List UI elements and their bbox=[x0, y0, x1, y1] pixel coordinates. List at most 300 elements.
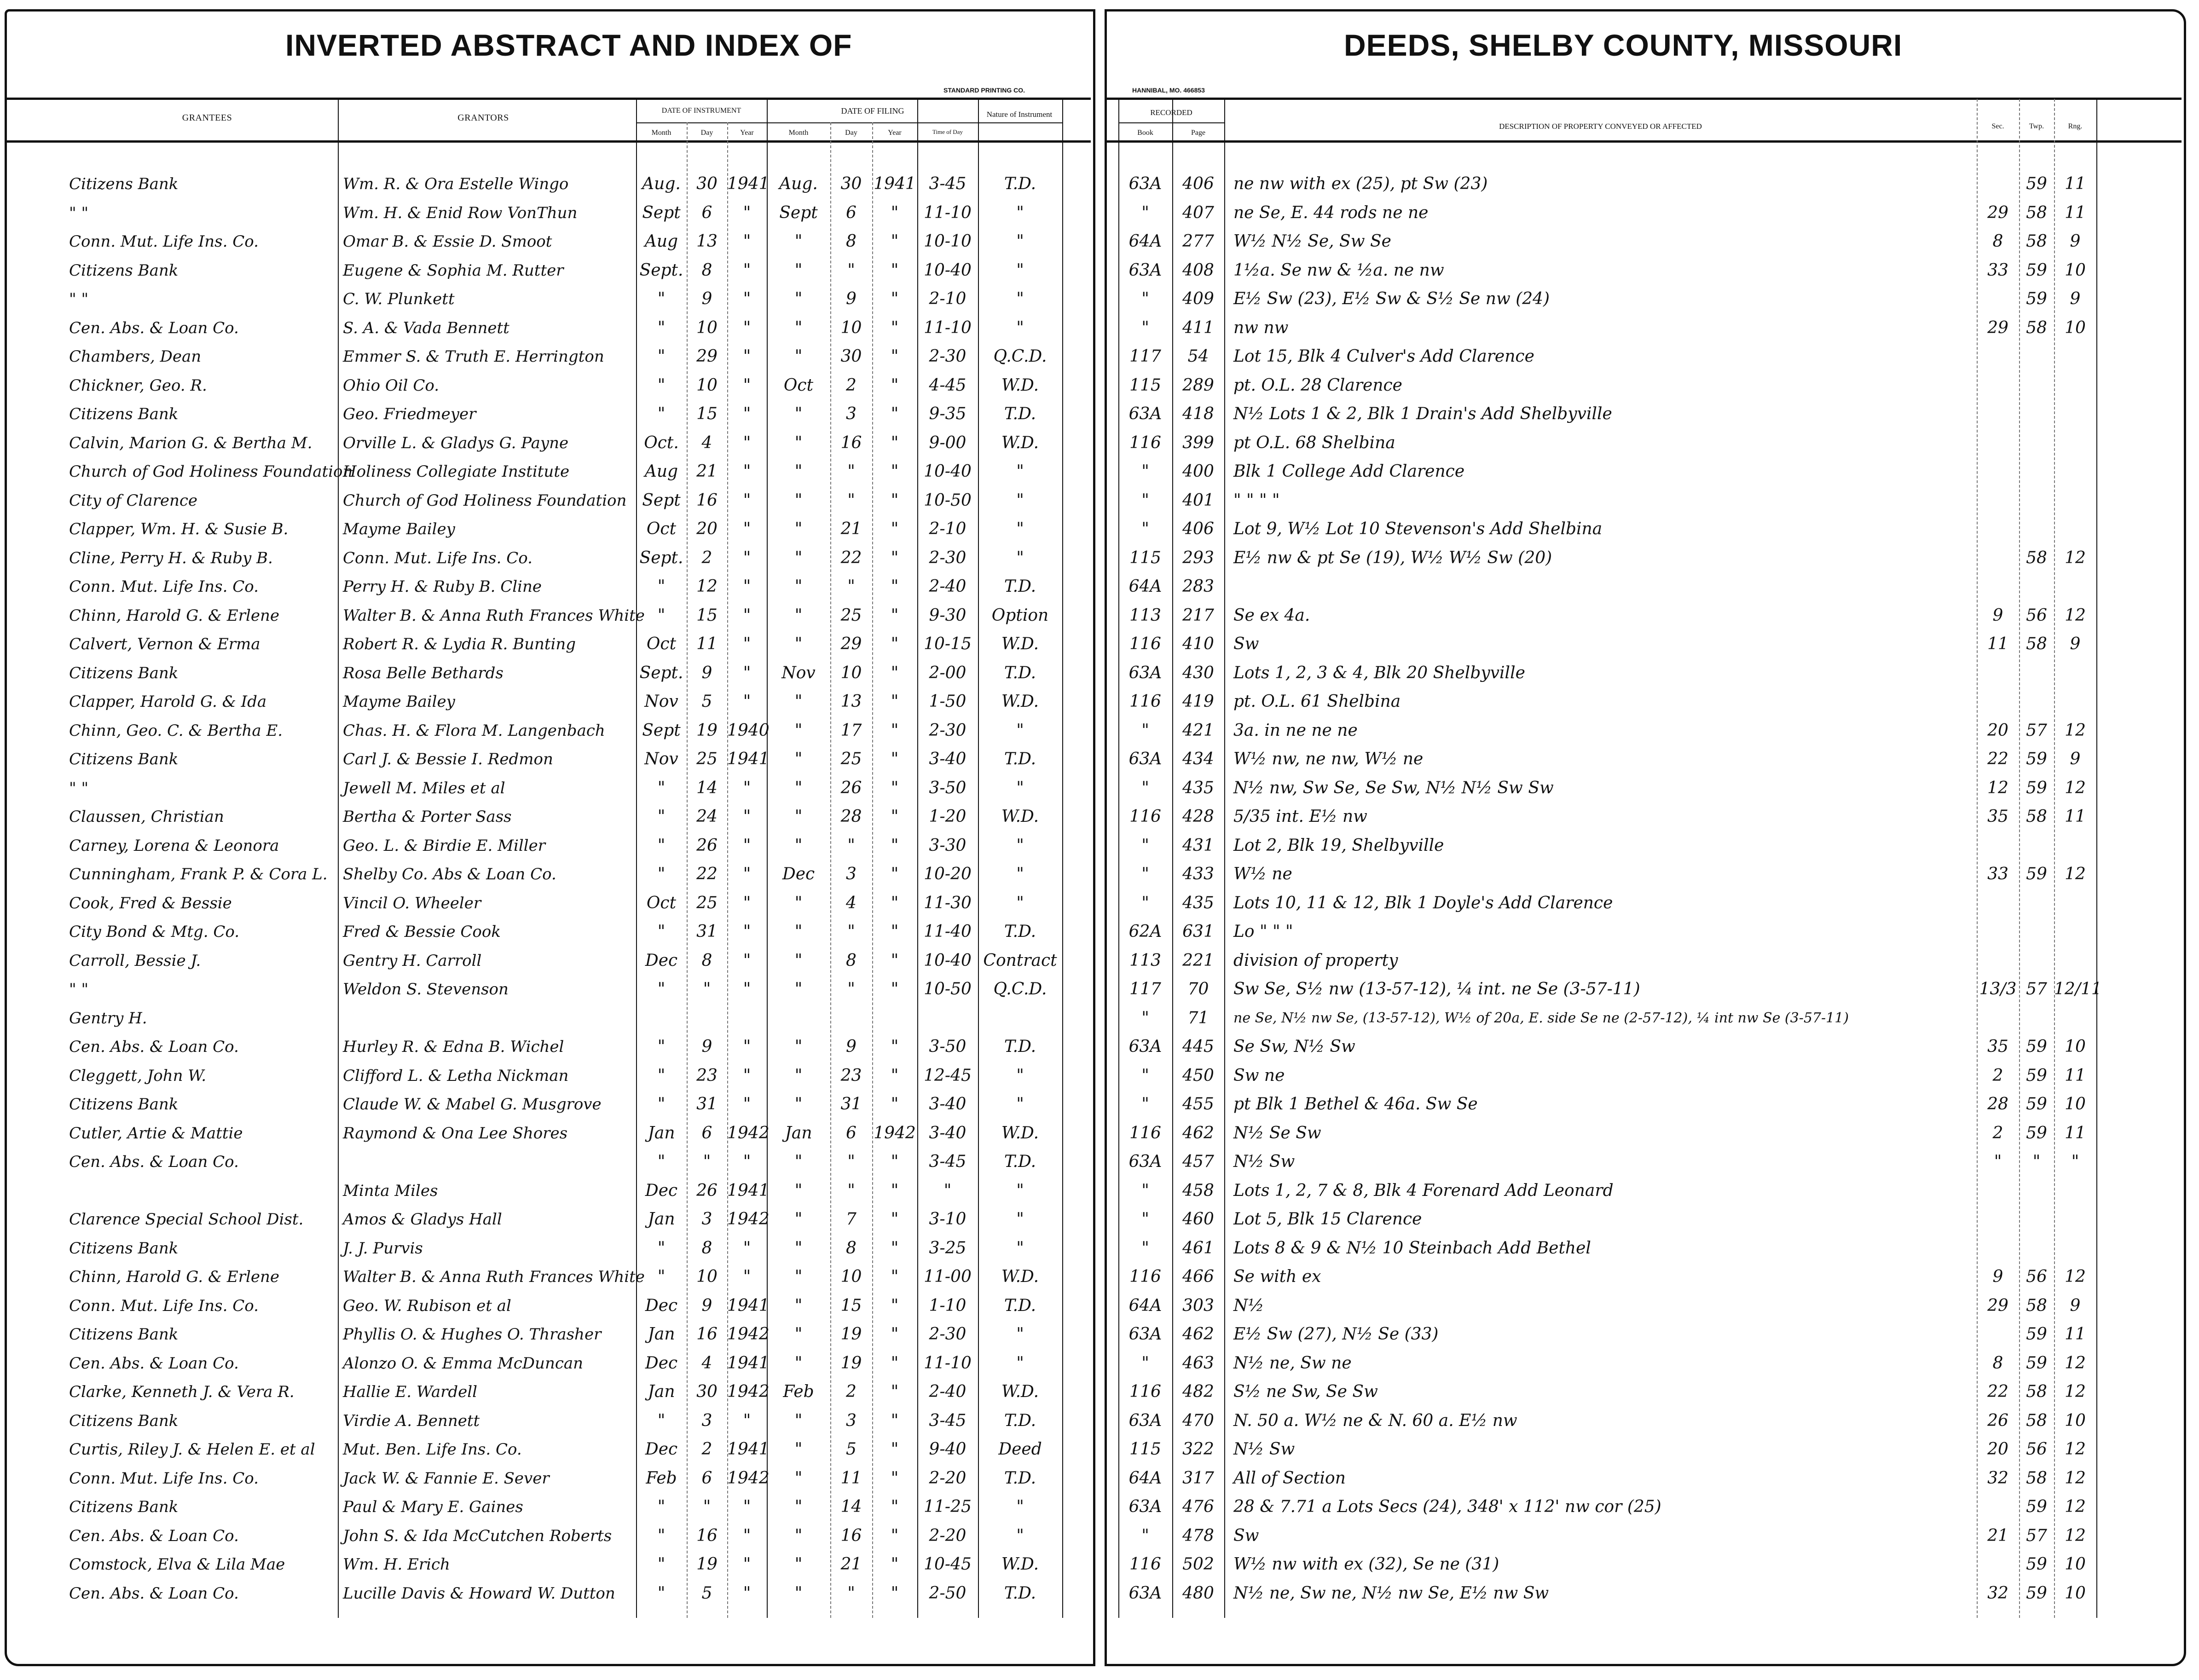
cell-rng: 9 bbox=[2070, 1296, 2081, 1315]
cell-inst-day: 25 bbox=[696, 893, 718, 912]
cell-book: 63A bbox=[1128, 404, 1162, 423]
header-top-rule-right bbox=[1105, 98, 2182, 100]
cell-description: N½ Lots 1 & 2, Blk 1 Drain's Add Shelbyville bbox=[1233, 404, 1612, 423]
cell-filing-year: " bbox=[891, 1583, 899, 1603]
cell-page: 480 bbox=[1182, 1583, 1214, 1603]
cell-book: " bbox=[1141, 1008, 1149, 1028]
cell-description: Lots 8 & 9 & N½ 10 Steinbach Add Bethel bbox=[1233, 1238, 1591, 1258]
cell-time-of-day: 2-30 bbox=[929, 347, 966, 366]
cell-nature: " bbox=[1016, 1181, 1024, 1200]
cell-description: Lots 1, 2, 7 & 8, Blk 4 Forenard Add Leonard bbox=[1233, 1181, 1614, 1200]
cell-inst-day: 5 bbox=[701, 1583, 712, 1603]
cell-nature: " bbox=[1016, 1095, 1024, 1114]
cell-filing-year: " bbox=[891, 289, 899, 308]
cell-nature: " bbox=[1016, 548, 1024, 567]
cell-time-of-day: 10-40 bbox=[924, 260, 972, 280]
cell-filing-month: Dec bbox=[782, 865, 815, 883]
header-filing-day: Day bbox=[845, 129, 857, 137]
cell-inst-day: 16 bbox=[696, 1325, 718, 1344]
cell-filing-day: " bbox=[847, 1181, 855, 1200]
cell-twp bbox=[2019, 889, 2054, 918]
cell-time-of-day: 9-40 bbox=[929, 1440, 966, 1459]
cell-sec: " bbox=[1994, 1152, 2002, 1171]
cell-twp: 58 bbox=[2026, 318, 2047, 337]
cell-inst-day: 12 bbox=[696, 577, 718, 596]
cell-filing-year: " bbox=[891, 203, 899, 222]
cell-twp: 58 bbox=[2026, 635, 2047, 653]
cell-sec bbox=[1977, 285, 2019, 313]
cell-book: 64A bbox=[1128, 232, 1162, 251]
header-inst-month: Month bbox=[651, 129, 671, 137]
cell-rng: 10 bbox=[2065, 1095, 2086, 1114]
cell-grantor: Vincil O. Wheeler bbox=[343, 894, 481, 912]
cell-grantor: Alonzo O. & Emma McDuncan bbox=[343, 1354, 584, 1373]
cell-twp bbox=[2019, 400, 2054, 428]
cell-inst-day: 15 bbox=[696, 404, 718, 423]
cell-description: S½ ne Sw, Se Sw bbox=[1233, 1382, 1378, 1401]
cell-grantor: Amos & Gladys Hall bbox=[343, 1210, 502, 1229]
cell-time-of-day: 2-10 bbox=[929, 520, 966, 538]
cell-inst-month: Sept bbox=[642, 721, 681, 740]
cell-filing-year: " bbox=[891, 635, 899, 653]
cell-inst-year: " bbox=[743, 260, 751, 280]
cell-description: E½ Sw (27), N½ Se (33) bbox=[1233, 1325, 1439, 1344]
cell-grantor: Wm. H. & Enid Row VonThun bbox=[343, 203, 578, 222]
cell-inst-day: 30 bbox=[696, 1382, 718, 1401]
cell-description: division of property bbox=[1233, 951, 1398, 970]
cell-filing-day: " bbox=[847, 491, 855, 510]
cell-nature: " bbox=[1016, 289, 1024, 308]
cell-page: 411 bbox=[1182, 318, 1214, 337]
cell-inst-day: 9 bbox=[701, 289, 712, 308]
cell-inst-month: Sept. bbox=[639, 548, 683, 567]
cell-inst-month: " bbox=[657, 606, 665, 625]
cell-grantee: City of Clarence bbox=[69, 491, 198, 510]
cell-inst-month: Nov bbox=[644, 750, 678, 768]
cell-rng bbox=[2054, 429, 2096, 457]
cell-sec bbox=[1977, 400, 2019, 428]
cell-book: " bbox=[1141, 491, 1149, 510]
cell-nature: Q.C.D. bbox=[993, 347, 1047, 366]
cell-grantee: Cen. Abs. & Loan Co. bbox=[69, 1584, 239, 1603]
cell-filing-month: " bbox=[794, 1066, 803, 1085]
cell-filing-month: " bbox=[794, 1583, 803, 1603]
cell-nature: W.D. bbox=[1001, 635, 1039, 653]
cell-filing-day: 29 bbox=[840, 635, 862, 653]
cell-grantee: " " bbox=[69, 779, 89, 797]
cell-nature: T.D. bbox=[1004, 1296, 1036, 1315]
cell-grantor: Chas. H. & Flora M. Langenbach bbox=[343, 721, 605, 740]
cell-sec bbox=[1977, 170, 2019, 198]
cell-inst-year: " bbox=[743, 1583, 751, 1603]
cell-filing-month: Sept bbox=[779, 203, 818, 222]
cell-grantee: Conn. Mut. Life Ins. Co. bbox=[69, 1296, 259, 1315]
header-recorded: RECORDED bbox=[1150, 108, 1192, 117]
cell-filing-year: " bbox=[891, 404, 899, 423]
cell-page: 482 bbox=[1182, 1382, 1214, 1401]
cell-filing-month: " bbox=[794, 520, 803, 538]
cell-rng bbox=[2054, 889, 2096, 918]
cell-filing-day: 25 bbox=[840, 606, 862, 625]
cell-time-of-day: 10-50 bbox=[924, 980, 972, 999]
cell-nature: " bbox=[1016, 491, 1024, 510]
cell-nature: T.D. bbox=[1004, 1037, 1036, 1056]
cell-inst-year: 1941 bbox=[727, 750, 770, 768]
cell-inst-month: Jan bbox=[648, 1210, 675, 1229]
cell-nature: T.D. bbox=[1004, 1583, 1036, 1603]
cell-filing-year: " bbox=[891, 462, 899, 481]
cell-book: 64A bbox=[1128, 1296, 1162, 1315]
cell-grantee: Carney, Lorena & Leonora bbox=[69, 836, 279, 855]
cell-grantee: Chinn, Geo. C. & Bertha E. bbox=[69, 721, 283, 740]
cell-grantor: Hallie E. Wardell bbox=[343, 1383, 478, 1401]
cell-filing-month: " bbox=[794, 1238, 803, 1258]
cell-description: W½ N½ Se, Sw Se bbox=[1233, 232, 1391, 251]
cell-page: 54 bbox=[1187, 347, 1209, 366]
cell-inst-month: Aug bbox=[644, 232, 678, 251]
cell-filing-day: 23 bbox=[840, 1066, 862, 1085]
cell-nature: W.D. bbox=[1001, 1555, 1039, 1574]
cell-filing-month: " bbox=[794, 750, 803, 768]
cell-twp bbox=[2019, 342, 2054, 371]
cell-grantor: Wm. R. & Ora Estelle Wingo bbox=[343, 175, 569, 193]
cell-filing-year: " bbox=[891, 836, 899, 855]
cell-page: 431 bbox=[1182, 836, 1214, 855]
cell-sec: 29 bbox=[1987, 203, 2008, 222]
cell-filing-year: " bbox=[891, 951, 899, 970]
cell-filing-month: " bbox=[794, 635, 803, 653]
cell-grantee: Clarence Special School Dist. bbox=[69, 1210, 304, 1229]
header-filing-month: Month bbox=[788, 129, 809, 137]
column-divider bbox=[338, 99, 339, 1618]
cell-nature: W.D. bbox=[1001, 692, 1039, 711]
cell-rng: " bbox=[2071, 1152, 2079, 1171]
cell-inst-month: " bbox=[657, 289, 665, 308]
cell-page: 317 bbox=[1182, 1468, 1214, 1488]
cell-filing-month: " bbox=[794, 1267, 803, 1286]
cell-filing-day: " bbox=[847, 260, 855, 280]
cell-book: " bbox=[1141, 462, 1149, 481]
cell-inst-year: 1942 bbox=[727, 1325, 770, 1344]
cell-inst-month: Dec bbox=[645, 1296, 678, 1315]
cell-twp bbox=[2019, 457, 2054, 486]
cell-time-of-day: 3-30 bbox=[929, 836, 966, 855]
cell-filing-month: " bbox=[794, 1555, 803, 1574]
cell-filing-year: " bbox=[891, 1555, 899, 1574]
cell-filing-day: 2 bbox=[846, 1382, 856, 1401]
printer-imprint: STANDARD PRINTING CO. bbox=[943, 87, 1025, 94]
cell-twp: 59 bbox=[2026, 1497, 2047, 1516]
cell-inst-month: " bbox=[657, 922, 665, 941]
cell-filing-year: " bbox=[891, 750, 899, 768]
cell-grantee: City Bond & Mtg. Co. bbox=[69, 923, 240, 941]
cell-inst-year: 1941 bbox=[727, 1353, 770, 1373]
cell-grantee bbox=[69, 1177, 336, 1205]
cell-nature bbox=[978, 1004, 1062, 1033]
left-page-title: INVERTED ABSTRACT AND INDEX OF bbox=[285, 28, 852, 62]
cell-filing-year: 1941 bbox=[874, 174, 916, 193]
cell-inst-year: " bbox=[743, 462, 751, 481]
cell-twp: 59 bbox=[2026, 778, 2047, 797]
cell-rng: 11 bbox=[2065, 174, 2086, 193]
cell-book: " bbox=[1141, 1210, 1149, 1229]
cell-book: " bbox=[1141, 1353, 1149, 1373]
cell-inst-month: " bbox=[657, 577, 665, 596]
cell-book: 63A bbox=[1128, 1325, 1162, 1344]
cell-filing-day: 2 bbox=[846, 375, 856, 395]
cell-inst-month: Oct bbox=[646, 635, 677, 653]
cell-filing-year: " bbox=[891, 807, 899, 826]
cell-twp: 59 bbox=[2026, 750, 2047, 768]
cell-page: 478 bbox=[1182, 1526, 1214, 1545]
recorded-subheader-rule bbox=[1118, 122, 1224, 123]
cell-description: Se Sw, N½ Sw bbox=[1233, 1037, 1355, 1056]
cell-filing-month: " bbox=[794, 347, 803, 366]
cell-twp: 58 bbox=[2026, 203, 2047, 222]
cell-time-of-day: 2-20 bbox=[929, 1526, 966, 1545]
cell-nature: W.D. bbox=[1001, 375, 1039, 395]
cell-grantor: Raymond & Ona Lee Shores bbox=[343, 1124, 568, 1143]
cell-filing-day: 16 bbox=[840, 433, 862, 452]
cell-filing-day: 19 bbox=[840, 1325, 862, 1344]
cell-rng: 12 bbox=[2065, 1468, 2086, 1488]
cell-filing-year: " bbox=[891, 1095, 899, 1114]
cell-inst-day: 3 bbox=[701, 1411, 712, 1430]
header-date-of-instrument: DATE OF INSTRUMENT bbox=[661, 107, 741, 115]
cell-inst-year: " bbox=[743, 807, 751, 826]
cell-twp: 58 bbox=[2026, 1411, 2047, 1430]
cell-sec: 8 bbox=[1992, 1353, 2003, 1373]
cell-rng bbox=[2054, 1177, 2096, 1205]
cell-inst-month: Sept bbox=[642, 491, 681, 510]
cell-time-of-day: 2-30 bbox=[929, 548, 966, 567]
cell-filing-day: " bbox=[847, 922, 855, 941]
cell-time-of-day: 3-10 bbox=[929, 1210, 966, 1229]
cell-sec: 29 bbox=[1987, 1296, 2008, 1315]
cell-rng: 12 bbox=[2065, 1382, 2086, 1401]
cell-filing-day: 5 bbox=[846, 1440, 856, 1459]
cell-inst-day: 9 bbox=[701, 1296, 712, 1315]
cell-sec: 33 bbox=[1987, 865, 2008, 883]
cell-inst-year: " bbox=[743, 1238, 751, 1258]
cell-page: 71 bbox=[1187, 1008, 1209, 1028]
cell-grantee: Conn. Mut. Life Ins. Co. bbox=[69, 1469, 259, 1488]
cell-description: pt O.L. 68 Shelbina bbox=[1233, 433, 1395, 452]
header-nature-of-instrument: Nature of Instrument bbox=[986, 110, 1053, 119]
cell-twp: 59 bbox=[2026, 1037, 2047, 1056]
cell-time-of-day: 11-10 bbox=[924, 203, 972, 222]
cell-inst-month: " bbox=[657, 404, 665, 423]
cell-inst-year: " bbox=[743, 375, 751, 395]
cell-sec: 29 bbox=[1987, 318, 2008, 337]
cell-nature: W.D. bbox=[1001, 807, 1039, 826]
cell-inst-day: 9 bbox=[701, 1037, 712, 1056]
cell-grantor: Mayme Bailey bbox=[343, 693, 455, 711]
cell-time-of-day: 10-50 bbox=[924, 491, 972, 510]
cell-nature: " bbox=[1016, 865, 1024, 883]
cell-book: 63A bbox=[1128, 1037, 1162, 1056]
cell-description: Lot 2, Blk 19, Shelbyville bbox=[1233, 836, 1444, 855]
cell-sec: 9 bbox=[1992, 1267, 2003, 1286]
cell-inst-year: " bbox=[743, 922, 751, 941]
cell-inst-year: " bbox=[743, 203, 751, 222]
cell-rng bbox=[2054, 659, 2096, 687]
cell-time-of-day: 10-10 bbox=[924, 232, 972, 251]
cell-grantor: Omar B. & Essie D. Smoot bbox=[343, 232, 552, 251]
cell-inst-year: " bbox=[743, 1037, 751, 1056]
cell-nature: " bbox=[1016, 1210, 1024, 1229]
cell-book: 113 bbox=[1129, 951, 1161, 970]
cell-filing-day: 6 bbox=[846, 1123, 856, 1143]
cell-filing-month: Nov bbox=[781, 663, 816, 682]
cell-sec: 35 bbox=[1987, 1037, 2008, 1056]
cell-filing-day: 28 bbox=[840, 807, 862, 826]
cell-description: N½ Sw bbox=[1233, 1152, 1295, 1171]
cell-rng: 9 bbox=[2070, 635, 2081, 653]
cell-nature: " bbox=[1016, 1238, 1024, 1258]
cell-grantee: Cen. Abs. & Loan Co. bbox=[69, 1354, 239, 1373]
cell-inst-month: " bbox=[657, 1555, 665, 1574]
cell-nature: T.D. bbox=[1004, 750, 1036, 768]
cell-inst-month: Nov bbox=[644, 692, 678, 711]
cell-filing-month: " bbox=[794, 606, 803, 625]
cell-filing-month: " bbox=[794, 1095, 803, 1114]
cell-grantee: Cutler, Artie & Mattie bbox=[69, 1124, 243, 1143]
cell-grantor: Orville L. & Gladys G. Payne bbox=[343, 433, 569, 452]
cell-sec bbox=[1977, 457, 2019, 486]
cell-rng: 12/11 bbox=[2054, 980, 2102, 999]
cell-sec: 8 bbox=[1992, 232, 2003, 251]
cell-filing-year: " bbox=[891, 1411, 899, 1430]
cell-page: 303 bbox=[1182, 1296, 1214, 1315]
cell-inst-year: " bbox=[743, 232, 751, 251]
cell-description: ne nw with ex (25), pt Sw (23) bbox=[1233, 174, 1488, 193]
cell-rng bbox=[2054, 572, 2096, 601]
cell-filing-day: 21 bbox=[840, 1555, 862, 1574]
cell-book: 63A bbox=[1128, 663, 1162, 682]
cell-sec bbox=[1977, 831, 2019, 860]
cell-description: Sw ne bbox=[1233, 1066, 1285, 1085]
cell-grantor: Mayme Bailey bbox=[343, 520, 455, 538]
cell-inst-day: 30 bbox=[696, 174, 718, 193]
cell-filing-day: " bbox=[847, 1152, 855, 1171]
cell-filing-month: " bbox=[794, 577, 803, 596]
cell-sec bbox=[1977, 429, 2019, 457]
cell-grantor: Jack W. & Fannie E. Sever bbox=[343, 1469, 550, 1488]
cell-grantee: Clapper, Harold G. & Ida bbox=[69, 693, 267, 711]
cell-page: 476 bbox=[1182, 1497, 1214, 1516]
cell-book: " bbox=[1141, 1095, 1149, 1114]
header-twp: Twp. bbox=[2029, 122, 2044, 130]
cell-sec bbox=[1977, 1493, 2019, 1521]
cell-page: 401 bbox=[1182, 491, 1214, 510]
cell-grantor: C. W. Plunkett bbox=[343, 290, 455, 308]
cell-grantor: Fred & Bessie Cook bbox=[343, 923, 501, 941]
cell-book: 63A bbox=[1128, 750, 1162, 768]
cell-inst-day: 19 bbox=[696, 1555, 718, 1574]
cell-book: 116 bbox=[1129, 433, 1161, 452]
cell-description: N½ bbox=[1233, 1296, 1264, 1315]
cell-grantor: Carl J. & Bessie I. Redmon bbox=[343, 750, 553, 768]
cell-description: Blk 1 College Add Clarence bbox=[1233, 462, 1465, 481]
cell-twp: 59 bbox=[2026, 1066, 2047, 1085]
cell-inst-day: 6 bbox=[701, 1468, 712, 1488]
cell-sec bbox=[1977, 918, 2019, 946]
cell-nature: W.D. bbox=[1001, 1123, 1039, 1143]
cell-inst-day: 4 bbox=[701, 433, 712, 452]
cell-filing-year: " bbox=[891, 1152, 899, 1171]
cell-grantor: Mut. Ben. Life Ins. Co. bbox=[343, 1440, 522, 1459]
cell-description: ne Se, E. 44 rods ne ne bbox=[1233, 203, 1429, 222]
cell-time-of-day: 10-40 bbox=[924, 951, 972, 970]
cell-inst-year: 1942 bbox=[727, 1123, 770, 1143]
cell-grantor: Phyllis O. & Hughes O. Thrasher bbox=[343, 1325, 602, 1344]
cell-grantor: Geo. W. Rubison et al bbox=[343, 1296, 511, 1315]
cell-book: " bbox=[1141, 1181, 1149, 1200]
cell-filing-month: " bbox=[794, 1440, 803, 1459]
cell-inst-day: 25 bbox=[696, 750, 718, 768]
cell-page: 435 bbox=[1182, 778, 1214, 797]
cell-sec bbox=[1977, 687, 2019, 716]
cell-page: 277 bbox=[1182, 232, 1214, 251]
cell-sec: 9 bbox=[1992, 606, 2003, 625]
cell-page: 410 bbox=[1182, 635, 1214, 653]
cell-sec: 35 bbox=[1987, 807, 2008, 826]
cell-filing-month: " bbox=[794, 951, 803, 970]
cell-grantee: Cline, Perry H. & Ruby B. bbox=[69, 548, 273, 567]
cell-inst-year: " bbox=[743, 980, 751, 999]
cell-filing-month: " bbox=[794, 1468, 803, 1488]
header-inst-day: Day bbox=[700, 129, 713, 137]
cell-inst-day: 21 bbox=[696, 462, 718, 481]
cell-inst-day: 9 bbox=[701, 663, 712, 682]
cell-inst-month: " bbox=[657, 347, 665, 366]
cell-inst-year: " bbox=[743, 692, 751, 711]
cell-page: 470 bbox=[1182, 1411, 1214, 1430]
cell-grantee: Church of God Holiness Foundation bbox=[69, 462, 353, 481]
cell-book: 113 bbox=[1129, 606, 1161, 625]
cell-inst-year: 1941 bbox=[727, 174, 770, 193]
cell-inst-year: 1942 bbox=[727, 1382, 770, 1401]
cell-inst-year: " bbox=[743, 1555, 751, 1574]
cell-time-of-day: 9-30 bbox=[929, 606, 966, 625]
cell-nature: " bbox=[1016, 1526, 1024, 1545]
cell-inst-year: 1942 bbox=[727, 1468, 770, 1488]
cell-grantee: Citizens Bank bbox=[69, 1411, 179, 1430]
cell-grantor: Eugene & Sophia M. Rutter bbox=[343, 261, 564, 280]
cell-inst-month: Jan bbox=[648, 1382, 675, 1401]
cell-grantor: Holiness Collegiate Institute bbox=[343, 462, 570, 481]
cell-filing-day: 3 bbox=[846, 404, 856, 423]
cell-twp bbox=[2019, 371, 2054, 400]
cell-inst-month: " bbox=[657, 778, 665, 797]
cell-page: 400 bbox=[1182, 462, 1214, 481]
cell-inst-day: 16 bbox=[696, 1526, 718, 1545]
cell-filing-month: " bbox=[794, 260, 803, 280]
cell-filing-year: " bbox=[891, 1267, 899, 1286]
cell-inst-day bbox=[687, 1004, 727, 1033]
cell-description: Sw Se, S½ nw (13-57-12), ¼ int. ne Se (3-57-11) bbox=[1233, 980, 1640, 999]
cell-inst-month: " bbox=[657, 1267, 665, 1286]
cell-sec: 21 bbox=[1987, 1526, 2008, 1545]
cell-book: " bbox=[1141, 1526, 1149, 1545]
cell-filing-day: 15 bbox=[840, 1296, 862, 1315]
column-divider bbox=[1224, 99, 1225, 1618]
cell-inst-year: " bbox=[743, 491, 751, 510]
cell-description: nw nw bbox=[1233, 318, 1289, 337]
cell-nature: T.D. bbox=[1004, 577, 1036, 596]
cell-twp: 57 bbox=[2026, 721, 2047, 740]
